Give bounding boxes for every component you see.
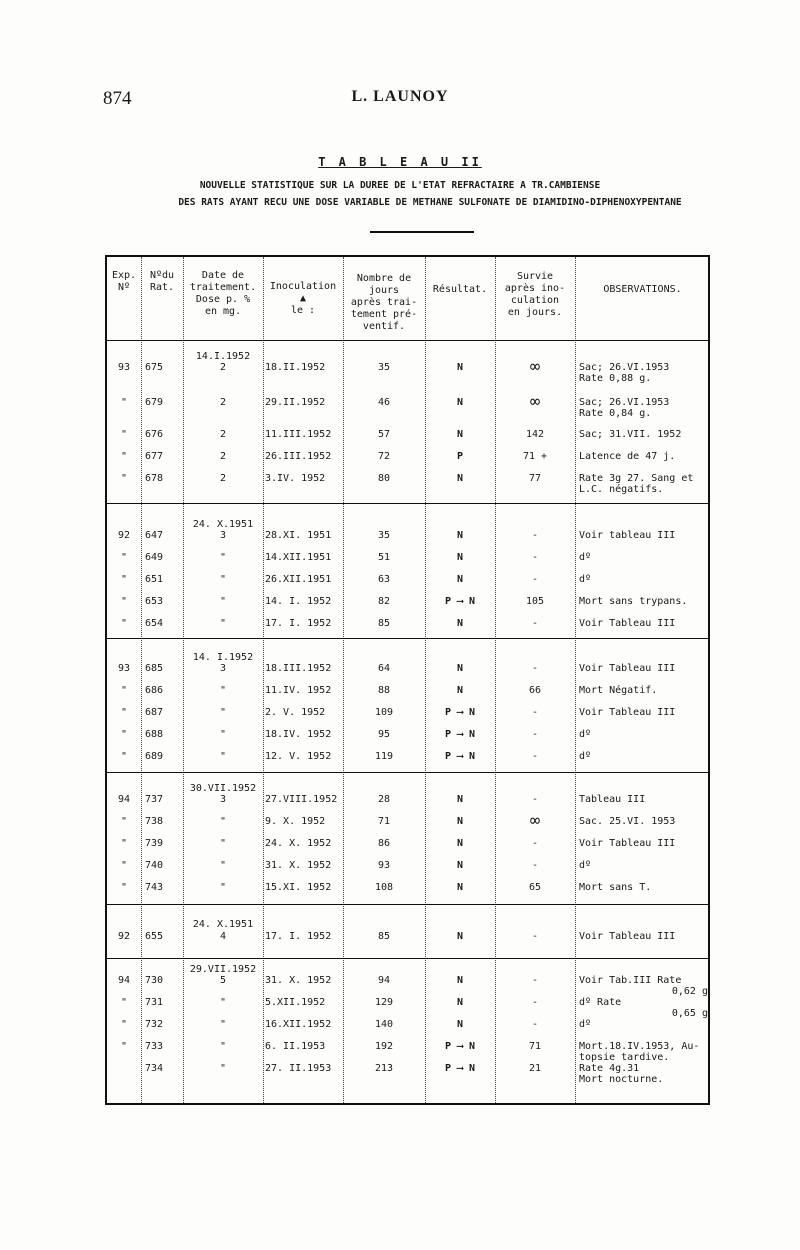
cell-exp: " — [120, 816, 128, 827]
cell-rat: 686 — [145, 685, 164, 696]
cell-observation: Mort Négatif. — [579, 685, 658, 696]
cell-observation: Sac; 31.VII. 1952 — [579, 429, 682, 440]
cell-rat: 678 — [145, 473, 164, 484]
treatment-date: 24. X.1951 — [192, 519, 254, 530]
cell-jours: 129 — [374, 997, 394, 1008]
cell-jours: 80 — [377, 473, 391, 484]
cell-rat: 737 — [145, 794, 164, 805]
cell-observation: dº — [579, 860, 592, 871]
cell-inoculation: 15.XI. 1952 — [265, 882, 332, 893]
cell-dose: 2 — [219, 451, 227, 462]
cell-observation: dº — [579, 574, 592, 585]
cell-observation: Voir Tableau III — [579, 707, 676, 718]
cell-resultat: P ⟶ N — [444, 707, 476, 718]
cell-exp: " — [120, 838, 128, 849]
cell-survie: - — [531, 663, 539, 674]
cell-rat: 733 — [145, 1041, 164, 1052]
cell-jours: 63 — [377, 574, 391, 585]
cell-dose: 3 — [219, 794, 227, 805]
cell-inoculation: 16.XII.1952 — [265, 1019, 332, 1030]
cell-observation: Mort.18.IV.1953, Au- — [579, 1041, 700, 1052]
cell-rat: 732 — [145, 1019, 164, 1030]
cell-resultat: N — [456, 530, 464, 541]
cell-resultat: N — [456, 685, 464, 696]
cell-survie: 105 — [525, 596, 545, 607]
cell-inoculation: 12. V. 1952 — [265, 751, 332, 762]
cell-jours: 119 — [374, 751, 394, 762]
cell-exp: " — [120, 882, 128, 893]
cell-jours: 71 — [377, 816, 391, 827]
header-exp: Exp. Nº — [111, 270, 137, 293]
cell-dose: 4 — [219, 931, 227, 942]
cell-inoculation: 9. X. 1952 — [265, 816, 326, 827]
cell-survie: - — [531, 530, 539, 541]
cell-dose: " — [219, 1063, 227, 1074]
cell-resultat: N — [456, 931, 464, 942]
cell-observation: Latence de 47 j. — [579, 451, 676, 462]
cell-survie: - — [531, 618, 539, 629]
cell-resultat: N — [456, 429, 464, 440]
cell-jours: 94 — [377, 975, 391, 986]
group-rule — [107, 503, 708, 504]
cell-exp: " — [120, 1041, 128, 1052]
cell-survie: 21 — [528, 1063, 542, 1074]
cell-jours: 86 — [377, 838, 391, 849]
cell-exp: " — [120, 451, 128, 462]
cell-jours: 85 — [377, 931, 391, 942]
cell-survie: - — [531, 794, 539, 805]
cell-observation: Tableau III — [579, 794, 646, 805]
cell-jours: 57 — [377, 429, 391, 440]
column-separator — [575, 257, 576, 1103]
cell-rat: 677 — [145, 451, 164, 462]
cell-exp: " — [120, 685, 128, 696]
header-rule — [107, 340, 708, 341]
table-subtitle-line-2: DES RATS AYANT RECU UNE DOSE VARIABLE DE METHANE SULFONATE DE DIAMIDINO-DIPHENOXYPENTANE — [178, 197, 682, 208]
cell-survie: - — [531, 729, 539, 740]
cell-survie: ∞ — [529, 357, 541, 377]
cell-dose: " — [219, 596, 227, 607]
group-rule — [107, 772, 708, 773]
cell-observation: Voir Tableau III — [579, 663, 676, 674]
cell-observation: Sac; 26.VI.1953 — [579, 362, 670, 373]
cell-jours: 192 — [374, 1041, 394, 1052]
cell-rat: 734 — [145, 1063, 164, 1074]
cell-observation: L.C. négatifs. — [579, 484, 664, 495]
cell-jours: 213 — [374, 1063, 394, 1074]
cell-exp: " — [120, 751, 128, 762]
cell-jours: 88 — [377, 685, 391, 696]
cell-rat: 676 — [145, 429, 164, 440]
cell-rat: 739 — [145, 838, 164, 849]
cell-jours: 35 — [377, 362, 391, 373]
cell-rat: 675 — [145, 362, 164, 373]
cell-survie: ∞ — [529, 811, 541, 831]
cell-dose: " — [219, 618, 227, 629]
cell-dose: " — [219, 838, 227, 849]
cell-observation: dº — [579, 552, 592, 563]
cell-exp: 93 — [117, 362, 131, 373]
cell-exp: " — [120, 997, 128, 1008]
cell-dose: " — [219, 552, 227, 563]
cell-observation: Voir Tableau III — [579, 618, 676, 629]
cell-rat: 679 — [145, 397, 164, 408]
cell-observation: 0,65 g — [671, 1008, 708, 1019]
cell-inoculation: 6. II.1953 — [265, 1041, 326, 1052]
cell-rat: 654 — [145, 618, 164, 629]
cell-rat: 687 — [145, 707, 164, 718]
header-resultat: Résultat. — [432, 284, 488, 295]
cell-resultat: N — [456, 860, 464, 871]
cell-survie: 65 — [528, 882, 542, 893]
cell-exp: " — [120, 707, 128, 718]
cell-exp: 94 — [117, 975, 131, 986]
cell-inoculation: 24. X. 1952 — [265, 838, 332, 849]
header-date: Date de traitement. Dose p. % en mg. — [189, 270, 257, 317]
cell-observation: dº — [579, 729, 592, 740]
cell-rat: 731 — [145, 997, 164, 1008]
cell-resultat: P ⟶ N — [444, 751, 476, 762]
cell-rat: 647 — [145, 530, 164, 541]
cell-exp: " — [120, 729, 128, 740]
cell-exp: " — [120, 1019, 128, 1030]
cell-observation: Rate 4g.31 — [579, 1063, 640, 1074]
cell-inoculation: 11.III.1952 — [265, 429, 332, 440]
cell-observation: Voir Tableau III — [579, 838, 676, 849]
cell-resultat: P — [456, 451, 464, 462]
cell-observation: Rate 0,88 g. — [579, 373, 652, 384]
cell-dose: " — [219, 574, 227, 585]
treatment-date: 29.VII.1952 — [189, 964, 257, 975]
cell-observation: Rate 3g 27. Sang et — [579, 473, 694, 484]
cell-survie: 77 — [528, 473, 542, 484]
cell-observation: 0,62 g — [671, 986, 708, 997]
cell-exp: 92 — [117, 931, 131, 942]
cell-resultat: N — [456, 473, 464, 484]
table-title: T A B L E A U II — [318, 155, 482, 169]
table-subtitle-line-1: NOUVELLE STATISTIQUE SUR LA DUREE DE L'ETAT REFRACTAIRE A TR.CAMBIENSE — [199, 180, 601, 191]
cell-survie: - — [531, 931, 539, 942]
cell-inoculation: 27. II.1953 — [265, 1063, 332, 1074]
cell-inoculation: 11.IV. 1952 — [265, 685, 332, 696]
cell-inoculation: 27.VIII.1952 — [265, 794, 338, 805]
cell-inoculation: 31. X. 1952 — [265, 860, 332, 871]
cell-jours: 140 — [374, 1019, 394, 1030]
cell-dose: " — [219, 860, 227, 871]
cell-exp: " — [120, 473, 128, 484]
cell-inoculation: 31. X. 1952 — [265, 975, 332, 986]
cell-survie: 142 — [525, 429, 545, 440]
page-header — [0, 88, 800, 118]
cell-jours: 64 — [377, 663, 391, 674]
cell-exp: " — [120, 596, 128, 607]
cell-observation: dº — [579, 751, 592, 762]
cell-resultat: P ⟶ N — [444, 1041, 476, 1052]
cell-observation: topsie tardive. — [579, 1052, 670, 1063]
cell-dose: 3 — [219, 530, 227, 541]
cell-survie: 71 + — [522, 451, 548, 462]
cell-observation: Rate 0,84 g. — [579, 408, 652, 419]
cell-resultat: N — [456, 975, 464, 986]
cell-inoculation: 5.XII.1952 — [265, 997, 326, 1008]
cell-rat: 740 — [145, 860, 164, 871]
cell-observation: Mort sans trypans. — [579, 596, 688, 607]
cell-inoculation: 18.II.1952 — [265, 362, 326, 373]
cell-dose: 2 — [219, 397, 227, 408]
cell-jours: 35 — [377, 530, 391, 541]
header-inoculation: Inoculation ▲ le : — [269, 281, 337, 316]
cell-observation: Sac. 25.VI. 1953 — [579, 816, 676, 827]
cell-dose: 2 — [219, 429, 227, 440]
page-author: L. LAUNOY — [351, 88, 449, 105]
cell-resultat: N — [456, 997, 464, 1008]
cell-resultat: N — [456, 663, 464, 674]
cell-inoculation: 26.III.1952 — [265, 451, 332, 462]
cell-dose: 5 — [219, 975, 227, 986]
cell-resultat: N — [456, 397, 464, 408]
cell-rat: 689 — [145, 751, 164, 762]
cell-inoculation: 17. I. 1952 — [265, 618, 332, 629]
cell-observation: Sac; 26.VI.1953 — [579, 397, 670, 408]
cell-resultat: N — [456, 552, 464, 563]
cell-survie: - — [531, 1019, 539, 1030]
cell-survie: - — [531, 707, 539, 718]
cell-exp: " — [120, 860, 128, 871]
cell-survie: - — [531, 997, 539, 1008]
cell-rat: 738 — [145, 816, 164, 827]
cell-survie: - — [531, 975, 539, 986]
cell-inoculation: 18.IV. 1952 — [265, 729, 332, 740]
cell-jours: 93 — [377, 860, 391, 871]
cell-exp: 92 — [117, 530, 131, 541]
cell-rat: 653 — [145, 596, 164, 607]
group-rule — [107, 638, 708, 639]
cell-jours: 95 — [377, 729, 391, 740]
treatment-date: 30.VII.1952 — [189, 783, 257, 794]
cell-inoculation: 29.II.1952 — [265, 397, 326, 408]
cell-exp: " — [120, 429, 128, 440]
cell-survie: - — [531, 838, 539, 849]
cell-rat: 655 — [145, 931, 164, 942]
header-jours: Nombre de jours après trai- tement pré- ventif. — [350, 273, 418, 332]
header-survie: Survie après ino- culation en jours. — [504, 271, 566, 318]
cell-jours: 82 — [377, 596, 391, 607]
cell-jours: 108 — [374, 882, 394, 893]
cell-dose: 2 — [219, 362, 227, 373]
cell-inoculation: 28.XI. 1951 — [265, 530, 332, 541]
cell-observation: Mort nocturne. — [579, 1074, 664, 1085]
cell-exp: " — [120, 397, 128, 408]
cell-inoculation: 26.XII.1951 — [265, 574, 332, 585]
cell-exp: " — [120, 552, 128, 563]
cell-dose: 3 — [219, 663, 227, 674]
cell-dose: 2 — [219, 473, 227, 484]
cell-inoculation: 14. I. 1952 — [265, 596, 332, 607]
group-rule — [107, 958, 708, 959]
cell-dose: " — [219, 997, 227, 1008]
cell-observation: dº Rate — [579, 997, 622, 1008]
cell-rat: 685 — [145, 663, 164, 674]
cell-jours: 85 — [377, 618, 391, 629]
cell-rat: 651 — [145, 574, 164, 585]
cell-resultat: N — [456, 794, 464, 805]
cell-jours: 51 — [377, 552, 391, 563]
cell-dose: " — [219, 816, 227, 827]
cell-dose: " — [219, 751, 227, 762]
cell-observation: dº — [579, 1019, 592, 1030]
header-rat: Nºdu Rat. — [149, 270, 175, 293]
cell-resultat: P ⟶ N — [444, 729, 476, 740]
cell-rat: 730 — [145, 975, 164, 986]
cell-inoculation: 2. V. 1952 — [265, 707, 326, 718]
cell-exp: " — [120, 618, 128, 629]
cell-dose: " — [219, 685, 227, 696]
cell-resultat: N — [456, 838, 464, 849]
cell-resultat: N — [456, 882, 464, 893]
column-separator — [263, 257, 264, 1103]
cell-observation: Voir Tableau III — [579, 931, 676, 942]
treatment-date: 14. I.1952 — [192, 652, 254, 663]
cell-jours: 72 — [377, 451, 391, 462]
treatment-date: 14.I.1952 — [195, 351, 251, 362]
cell-rat: 649 — [145, 552, 164, 563]
cell-survie: ∞ — [529, 392, 541, 412]
cell-dose: " — [219, 707, 227, 718]
cell-jours: 28 — [377, 794, 391, 805]
column-separator — [141, 257, 142, 1103]
cell-inoculation: 3.IV. 1952 — [265, 473, 326, 484]
title-rule — [370, 231, 474, 233]
page-number: 874 — [103, 88, 132, 109]
cell-jours: 109 — [374, 707, 394, 718]
cell-survie: - — [531, 574, 539, 585]
cell-resultat: N — [456, 362, 464, 373]
header-observations: OBSERVATIONS. — [603, 284, 682, 295]
cell-dose: " — [219, 729, 227, 740]
cell-jours: 46 — [377, 397, 391, 408]
cell-survie: 71 — [528, 1041, 542, 1052]
cell-observation: Mort sans T. — [579, 882, 652, 893]
cell-resultat: N — [456, 574, 464, 585]
treatment-date: 24. X.1951 — [192, 919, 254, 930]
cell-exp: 93 — [117, 663, 131, 674]
cell-survie: 66 — [528, 685, 542, 696]
cell-inoculation: 14.XII.1951 — [265, 552, 332, 563]
cell-rat: 743 — [145, 882, 164, 893]
cell-resultat: P ⟶ N — [444, 596, 476, 607]
cell-observation: Voir Tab.III Rate — [579, 975, 682, 986]
cell-observation: Voir tableau III — [579, 530, 676, 541]
cell-survie: - — [531, 860, 539, 871]
cell-exp: " — [120, 574, 128, 585]
cell-inoculation: 18.III.1952 — [265, 663, 332, 674]
cell-exp: 94 — [117, 794, 131, 805]
cell-survie: - — [531, 751, 539, 762]
cell-resultat: N — [456, 1019, 464, 1030]
cell-dose: " — [219, 1041, 227, 1052]
cell-resultat: N — [456, 618, 464, 629]
cell-resultat: P ⟶ N — [444, 1063, 476, 1074]
cell-dose: " — [219, 882, 227, 893]
cell-inoculation: 17. I. 1952 — [265, 931, 332, 942]
data-table — [105, 255, 710, 1105]
cell-rat: 688 — [145, 729, 164, 740]
cell-dose: " — [219, 1019, 227, 1030]
cell-survie: - — [531, 552, 539, 563]
group-rule — [107, 904, 708, 905]
cell-resultat: N — [456, 816, 464, 827]
